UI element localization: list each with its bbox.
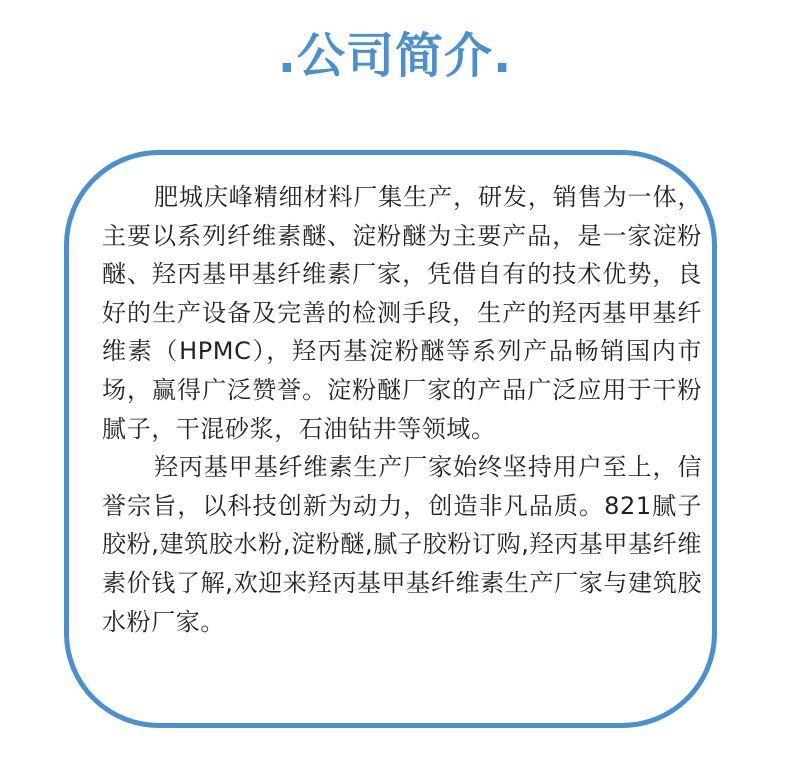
intro-paragraph-2: 羟丙基甲基纤维素生产厂家始终坚持用户至上，信誉宗旨，以科技创新为动力，创造非凡品质。821腻子胶粉,建筑胶水粉,淀粉醚,腻子胶粉订购,羟丙基甲基纤维素价钱了解,欢迎来羟丙基甲基纤维素生产厂家与建筑胶水粉厂家。 (102, 453, 702, 636)
intro-paragraph-1: 肥城庆峰精细材料厂集生产，研发，销售为一体，主要以系列纤维素醚、淀粉醚为主要产品，是一家淀粉醚、羟丙基甲基纤维素厂家，凭借自有的技术优势，良好的生产设备及完善的检测手段，生产的羟丙基甲基纤维素（HPMC），羟丙基淀粉醚等系列产品畅销国内市场，赢得广泛赞誉。淀粉醚厂家的产品广泛应用于干粉腻子，干混砂浆，石油钻井等领域。 (102, 183, 702, 443)
page-title: .公司简介. (277, 28, 513, 84)
company-intro-text (102, 178, 702, 641)
